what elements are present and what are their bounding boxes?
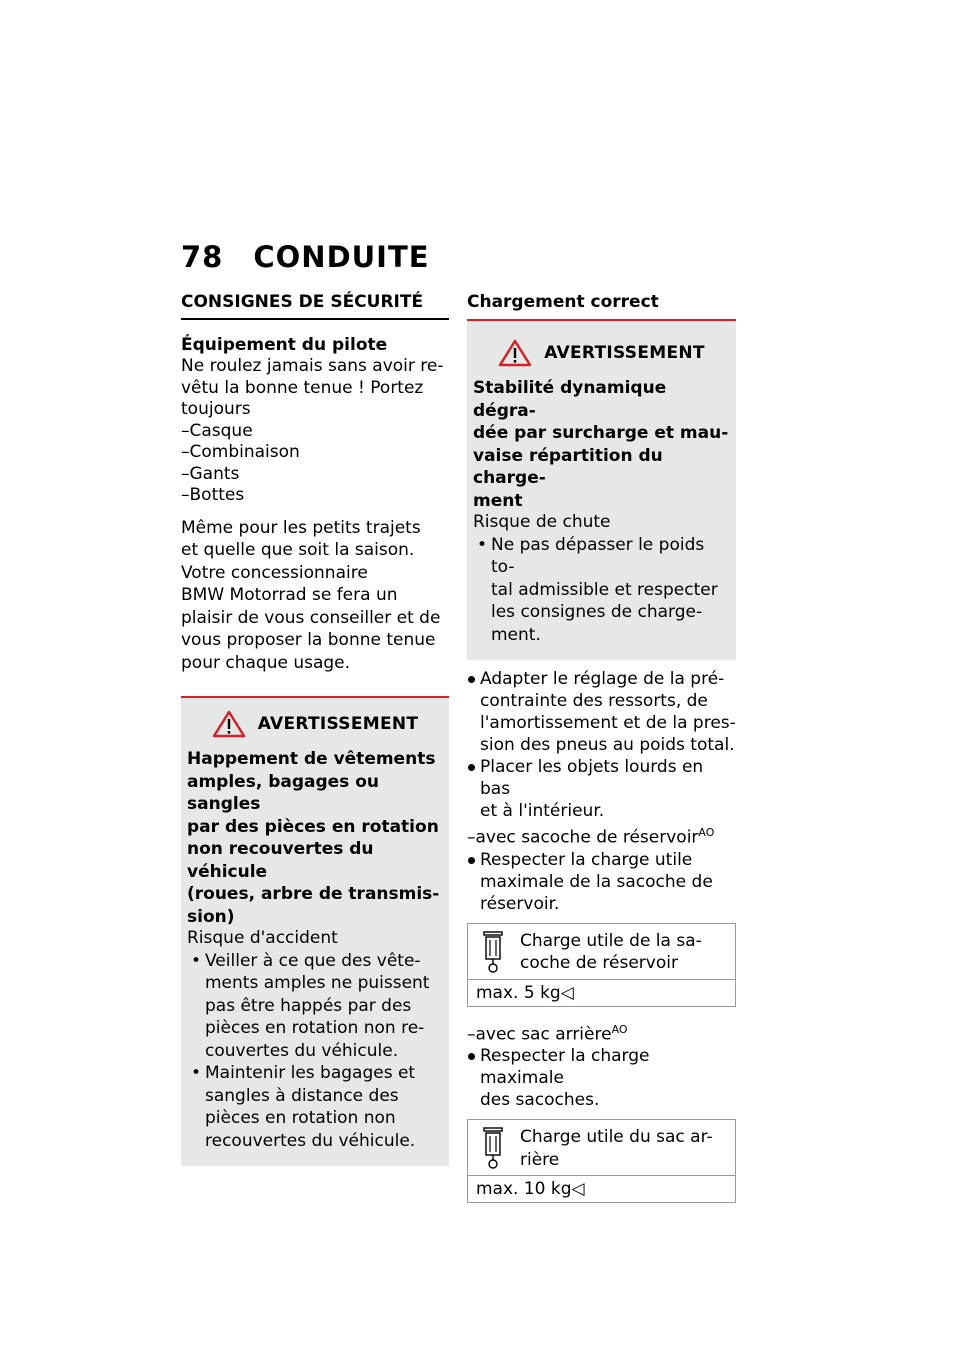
text-line: recouvertes du véhicule. <box>205 1130 416 1151</box>
text-line: pièces en rotation non <box>205 1108 396 1128</box>
text-line: ment. <box>491 624 541 645</box>
text-line: sion des pneus au poids total. <box>480 735 735 755</box>
warning-risk: Risque d'accident <box>187 928 338 948</box>
warning-bullet <box>473 534 730 647</box>
option-superscript: AO <box>698 826 715 839</box>
text-line: sion) <box>187 906 235 927</box>
text-line: couvertes du véhicule. <box>205 1040 399 1061</box>
text-line: et quelle que soit la saison. <box>181 540 415 560</box>
text-line: pour chaque usage. <box>181 652 351 673</box>
text-line: les consignes de charge- <box>491 602 703 622</box>
option-rear-bag: –avec sac arrière$^{AO}$ <box>467 1022 628 1045</box>
step-item <box>467 849 736 915</box>
text-line: réservoir. <box>480 893 560 914</box>
loading-steps <box>467 849 736 915</box>
warning-bullet <box>187 1062 443 1152</box>
warning-bullets <box>473 534 730 647</box>
text-line: Ne roulez jamais sans avoir re- <box>181 356 444 376</box>
subhead-equipment: Équipement du pilote <box>181 335 388 355</box>
page-header <box>181 240 430 274</box>
section-title-loading: Chargement correct <box>467 292 736 321</box>
step-item <box>467 1045 736 1111</box>
option-text: avec sacoche de réservoir <box>475 827 699 848</box>
text-line: vous proposer la bonne tenue <box>181 630 436 650</box>
warning-label: AVERTISSEMENT <box>544 343 705 363</box>
text-line: vêtu la bonne tenue ! Portez <box>181 377 424 398</box>
text-line: • Ne pas dépasser le poids to- <box>491 534 705 577</box>
text-line: vaise répartition du charge- <box>473 445 663 488</box>
warning-title <box>473 377 730 512</box>
spec-value: max. 10 kg◁ <box>476 1179 585 1200</box>
text-line: pièces en rotation non re- <box>205 1018 425 1038</box>
text-line: pas être happés par des <box>205 995 412 1016</box>
gear-item: – Gants <box>181 464 449 486</box>
gear-list <box>181 421 449 507</box>
loading-steps <box>467 668 736 822</box>
warning-bullets <box>187 950 443 1153</box>
wrench-spec-icon <box>480 1126 508 1170</box>
warning-label: AVERTISSEMENT <box>257 714 419 734</box>
warning-box-stability <box>467 321 736 660</box>
text-line: Happement de vêtements <box>187 749 436 769</box>
text-line: plaisir de vous conseiller et de <box>181 607 441 628</box>
warning-risk: Risque de chute <box>473 512 611 532</box>
gear-item: – Casque <box>181 421 449 443</box>
option-tank-bag: –avec sacoche de réservoir$^{AO}$ <box>467 826 715 848</box>
option-superscript: AO <box>611 1022 628 1036</box>
chapter-title: CONDUITE <box>253 240 430 274</box>
text-line: Adapter le réglage de la pré- <box>480 669 725 689</box>
warning-title <box>187 748 443 928</box>
text-line: • Veiller à ce que des vête- <box>205 950 421 971</box>
text-line: sangles à distance des <box>205 1085 399 1106</box>
step-item <box>467 668 736 756</box>
page-number: 78 <box>181 240 224 274</box>
text-line: Placer les objets lourds en bas <box>480 757 704 799</box>
spec-header <box>468 924 735 980</box>
text-line: maximale de la sacoche de <box>480 871 713 892</box>
loading-steps <box>467 1045 736 1111</box>
text-line: contrainte des ressorts, de <box>480 691 708 711</box>
spec-header <box>468 1120 735 1176</box>
warning-triangle-icon <box>212 710 246 738</box>
text-line: coche de réservoir <box>520 953 678 974</box>
step-item <box>467 756 736 822</box>
right-column <box>467 292 736 1203</box>
wrench-spec-icon <box>480 930 508 974</box>
text-line: rière <box>520 1149 560 1170</box>
warning-header <box>473 339 730 367</box>
option-text: avec sac arrière <box>475 1024 612 1045</box>
text-line: Votre concessionnaire <box>181 562 368 583</box>
spec-description <box>520 1126 713 1171</box>
text-line: par des pièces en rotation <box>187 816 439 837</box>
intro-text <box>181 356 449 421</box>
spec-table-rear-bag <box>467 1119 736 1203</box>
text-line: Charge utile de la sa- <box>520 930 702 951</box>
left-column <box>181 292 449 1166</box>
warning-header <box>187 710 443 738</box>
warning-triangle-icon <box>498 339 532 367</box>
section-title-safety: CONSIGNES DE SÉCURITÉ <box>181 292 449 320</box>
text-line: ment <box>473 490 523 511</box>
text-line: non recouvertes du véhicule <box>187 839 374 882</box>
text-line: dée par surcharge et mau- <box>473 423 729 443</box>
text-line: Respecter la charge utile <box>480 849 693 870</box>
spec-value: max. 5 kg◁ <box>476 982 574 1003</box>
text-line: Stabilité dynamique dégra- <box>473 378 667 421</box>
spec-table-tank-bag <box>467 923 736 1007</box>
advice-paragraph <box>181 517 449 675</box>
text-line: tal admissible et respecter <box>491 579 718 600</box>
text-line: • Maintenir les bagages et <box>205 1063 416 1083</box>
warning-box-entanglement <box>181 696 449 1166</box>
text-line: Respecter la charge maximale <box>480 1046 650 1089</box>
gear-item: – Combinaison <box>181 442 449 464</box>
spec-description <box>520 930 702 975</box>
text-line: et à l'intérieur. <box>480 801 605 821</box>
text-line: des sacoches. <box>480 1090 600 1111</box>
gear-item: – Bottes <box>181 485 449 507</box>
text-line: l'amortissement et de la pres- <box>480 713 736 733</box>
text-line: (roues, arbre de transmis- <box>187 884 440 904</box>
text-line: Même pour les petits trajets <box>181 517 421 538</box>
text-line: toujours <box>181 399 251 419</box>
warning-bullet <box>187 950 443 1063</box>
text-line: amples, bagages ou sangles <box>187 771 380 814</box>
text-line: ments amples ne puissent <box>205 973 430 993</box>
text-line: BMW Motorrad se fera un <box>181 585 398 605</box>
text-line: Charge utile du sac ar- <box>520 1127 713 1148</box>
